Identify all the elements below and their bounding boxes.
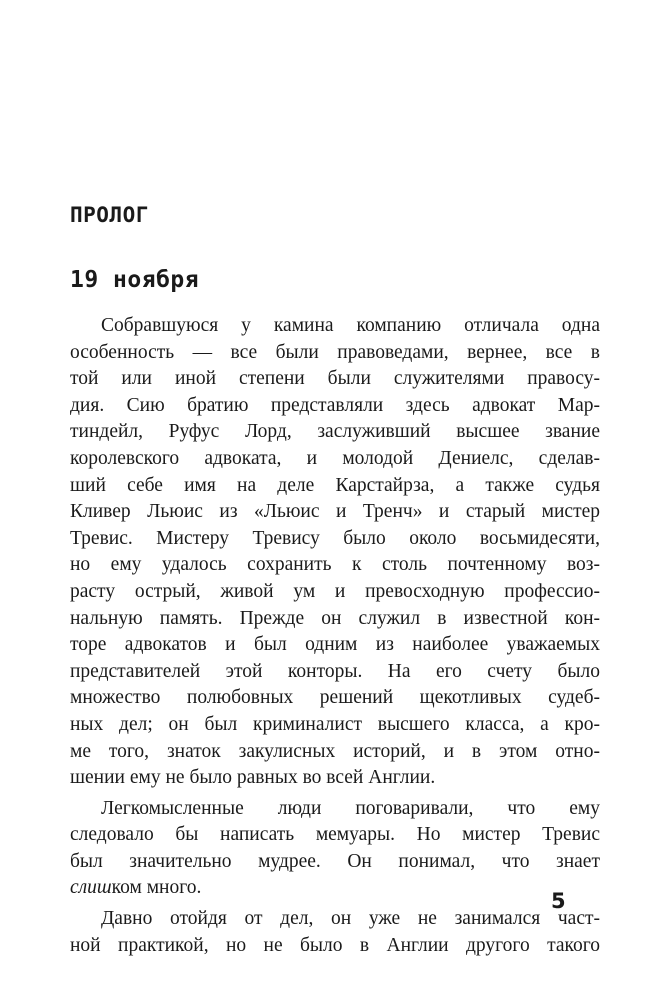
text-fragment: ком много.: [111, 877, 202, 899]
paragraph-2: [70, 796, 600, 902]
page-number: 5: [551, 889, 566, 913]
text-line: Легкомысленные люди поговаривали, что ему: [101, 797, 600, 819]
text-line: Тревис. Мистеру Тревису было около восьмидесяти,: [70, 527, 600, 549]
chapter-title: ПРОЛОГ: [70, 203, 149, 227]
text-line: дия. Сию братию представляли здесь адвокат Мар-: [70, 394, 600, 416]
text-line: нальную память. Прежде он служил в известной кон-: [70, 607, 600, 629]
body-text: [70, 313, 600, 959]
text-line: тиндейл, Руфус Лорд, заслуживший высшее звание: [70, 421, 600, 443]
paragraph-3: [70, 906, 600, 959]
text-line: Давно отойдя от дел, он уже не занимался част-: [101, 908, 600, 930]
text-line: ший себе имя на деле Карстайрза, а также судья: [70, 474, 600, 496]
text-line: множество полюбовных решений щекотливых судеб-: [70, 687, 600, 709]
italic-emphasis: слиш: [70, 877, 112, 899]
text-line: представителей этой конторы. На его счету было: [70, 660, 600, 682]
text-line: торе адвокатов и был одним из наиболее уважаемых: [70, 634, 600, 656]
text-line: Кливер Льюис из «Льюис и Тренч» и старый мистер: [70, 501, 600, 523]
text-line: ных дел; он был криминалист высшего класса, а кро-: [70, 713, 600, 735]
text-line: шении ему не было равных во всей Англии.: [70, 767, 436, 789]
text-line: ной практикой, но не было в Англии другого такого: [70, 934, 600, 956]
paragraph-1: [70, 313, 600, 792]
text-line: был значительно мудрее. Он понимал, что знает: [70, 850, 600, 872]
text-line: но ему удалось сохранить к столь почтенному воз-: [70, 554, 600, 576]
text-line: [70, 875, 600, 902]
date-heading: 19 ноября: [70, 267, 200, 293]
text-line: особенность — все были правоведами, вернее, все в: [70, 341, 600, 363]
text-line: Собравшуюся у камина компанию отличала одна: [101, 315, 600, 336]
text-line: расту острый, живой ум и превосходную профессио-: [70, 580, 600, 602]
text-line: королевского адвоката, и молодой Дениелс, сделав-: [70, 447, 600, 469]
text-line: той или иной степени были служителями правосу-: [70, 368, 600, 390]
text-line: следовало бы написать мемуары. Но мистер Тревис: [70, 824, 600, 846]
text-line: ме того, знаток закулисных историй, и в этом отно-: [70, 740, 600, 762]
